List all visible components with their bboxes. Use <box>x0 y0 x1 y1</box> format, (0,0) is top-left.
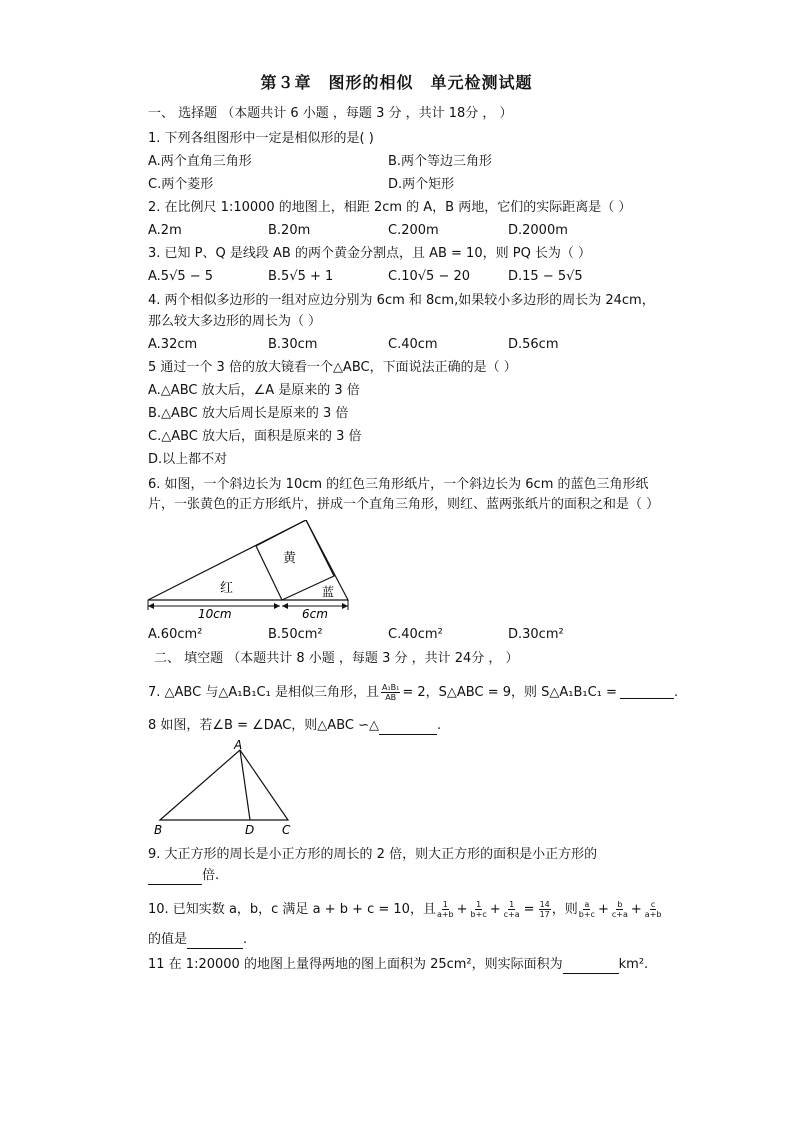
q11-line <box>148 956 648 974</box>
q3-option-d: D.15 − 5√5 <box>508 269 583 284</box>
q10-fraction-1 <box>437 900 454 919</box>
q6-label-yellow: 黄 <box>283 551 297 566</box>
q8-figure <box>146 736 306 840</box>
q10-end: . <box>243 932 248 947</box>
q6-label-blue: 蓝 <box>322 585 335 599</box>
q10-fraction-1-den: a+b <box>436 910 454 919</box>
q2-stem: 2. 在比例尺 1:10000 的地图上，相距 2cm 的 A，B 两地，它们的实际距离是（ ） <box>148 200 632 215</box>
q9-line1: 9. 大正方形的周长是小正方形的周长的 2 倍，则大正方形的面积是小正方形的 <box>148 847 598 862</box>
q10-text-a: 10. 已知实数 a，b，c 满足 a + b + c = 10，且 <box>148 901 436 917</box>
q1-option-b: B.两个等边三角形 <box>388 154 493 169</box>
q6-stem-line2: 片，一张黄色的正方形纸片，拼成一个直角三角形，则红、蓝两张纸片的面积之和是（ ） <box>148 497 660 512</box>
q7-text-c: . <box>673 684 679 700</box>
q10-fraction-5-num: a <box>584 900 590 909</box>
q6-option-b: B.50cm² <box>268 627 323 642</box>
q10-fraction-7 <box>645 900 662 919</box>
q10-fraction-6-den: c+a <box>611 910 628 919</box>
q10-fraction-7-den: a+b <box>644 910 662 919</box>
q2-option-d: D.2000m <box>508 223 568 238</box>
q3-option-c: C.10√5 − 20 <box>388 269 471 284</box>
q8-label-a: A <box>234 738 243 752</box>
q5-option-b: B.△ABC 放大后周长是原来的 3 倍 <box>148 406 349 421</box>
q10-equals: = <box>523 901 535 917</box>
q6-length-blue: 6cm <box>302 607 328 621</box>
q7-fraction-num: A₁B₁ <box>381 683 400 692</box>
q2-option-b: B.20m <box>268 223 311 238</box>
q10-fraction-6 <box>612 900 628 919</box>
q7-fraction-den: AB <box>385 693 397 702</box>
q3-stem: 3. 已知 P、Q 是线段 AB 的两个黄金分割点，且 AB = 10，则 PQ 长为（ ） <box>148 246 592 261</box>
q5-option-c: C.△ABC 放大后，面积是原来的 3 倍 <box>148 429 362 444</box>
q3-option-b: B.5√5 + 1 <box>268 269 334 284</box>
q4-option-a: A.32cm <box>148 337 198 352</box>
q6-option-d: D.30cm² <box>508 627 564 642</box>
q9-line2-row <box>148 867 219 885</box>
q4-option-c: C.40cm <box>388 337 438 352</box>
q9-answer-blank[interactable] <box>148 872 202 885</box>
q10-fraction-2-den: b+c <box>470 910 487 919</box>
q10-line2: 的值是 <box>148 932 188 947</box>
q10-fraction-4-num: 14 <box>539 900 550 909</box>
q1-option-c: C.两个菱形 <box>148 177 214 192</box>
q10-line2-row <box>148 931 247 949</box>
q2-option-c: C.200m <box>388 223 439 238</box>
q1-stem: 1. 下列各组图形中一定是相似形的是( ) <box>148 131 374 146</box>
q4-option-d: D.56cm <box>508 337 559 352</box>
q4-stem-line2: 那么较大多边形的周长为（ ） <box>148 314 322 329</box>
q5-option-d: D.以上都不对 <box>148 452 228 467</box>
q8-line <box>148 717 441 735</box>
q11-answer-blank[interactable] <box>563 961 619 974</box>
q8-text-b: . <box>437 718 442 733</box>
q10-fraction-2-num: 1 <box>476 900 482 909</box>
q6-length-red: 10cm <box>198 607 232 621</box>
q8-label-b: B <box>154 823 163 837</box>
q4-stem-line1: 4. 两个相似多边形的一组对应边分别为 6cm 和 8cm,如果较小多边形的周长为 24cm， <box>148 293 655 308</box>
q6-label-red: 红 <box>220 581 234 596</box>
q10-line1: 10. 已知实数 a，b，c 满足 a + b + c = 10，且 $\frac{1}{a+b}$ + $\frac{1}{b+c}$ + $\frac{1}{c+a}$ = $\frac{14}{17}$ ，则 $\frac{a}{b+c}$ + $\frac{b}{c+a}$ + $\frac{c}{a+b}$ <box>148 900 662 919</box>
q11-text-a: 11 在 1:20000 的地图上量得两地的图上面积为 25cm²，则实际面积为 <box>148 957 563 972</box>
q10-fraction-3-den: c+a <box>503 910 520 919</box>
q7-line <box>148 683 678 702</box>
section1-header: 一、 选择题 （本题共计 6 小题 ，每题 3 分 ，共计 18分 ， ） <box>148 106 513 121</box>
q8-answer-blank[interactable] <box>379 722 437 735</box>
q6-figure <box>140 520 360 622</box>
q8-text-a: 8 如图，若∠B = ∠DAC，则△ABC ∽△ <box>148 718 379 733</box>
q10-fraction-6-num: b <box>617 900 623 909</box>
q10-fraction-3-num: 1 <box>509 900 515 909</box>
q8-label-d: D <box>245 823 255 837</box>
q10-fraction-2 <box>471 900 487 919</box>
q11-text-b: km². <box>618 957 649 972</box>
page-title: 第３章 图形的相似 单元检测试题 <box>260 73 533 92</box>
q7-text-b: = 2，S△ABC = 9，则 S△A₁B₁C₁ = <box>402 684 617 700</box>
q6-option-c: C.40cm² <box>388 627 443 642</box>
q9-line2: 倍. <box>202 868 220 883</box>
q10-fraction-1-num: 1 <box>442 900 448 909</box>
q10-answer-blank[interactable] <box>187 936 243 949</box>
q2-option-a: A.2m <box>148 223 182 238</box>
q6-option-a: A.60cm² <box>148 627 203 642</box>
q5-option-a: A.△ABC 放大后，∠A 是原来的 3 倍 <box>148 383 360 398</box>
q10-fraction-5-den: b+c <box>578 910 595 919</box>
q8-label-c: C <box>282 823 291 837</box>
q1-option-d: D.两个矩形 <box>388 177 455 192</box>
q4-option-b: B.30cm <box>268 337 318 352</box>
q10-fraction-4-den: 17 <box>539 910 550 919</box>
q5-stem: 5 通过一个 3 倍的放大镜看一个△ABC，下面说法正确的是（ ） <box>148 360 517 375</box>
q10-fraction-4 <box>539 900 551 919</box>
q3-option-a: A.5√5 − 5 <box>148 269 214 284</box>
q10-fraction-7-num: c <box>650 900 656 909</box>
q7-answer-blank[interactable] <box>620 686 674 699</box>
section2-header: 二、 填空题 （本题共计 8 小题 ，每题 3 分 ，共计 24分 ， ） <box>154 651 519 666</box>
q10-fraction-3 <box>504 900 520 919</box>
q10-mid: ，则 <box>551 901 578 917</box>
q10-fraction-5 <box>579 900 595 919</box>
q6-stem-line1: 6. 如图，一个斜边长为 10cm 的红色三角形纸片，一个斜边长为 6cm 的蓝色三角形纸 <box>148 477 649 492</box>
q1-option-a: A.两个直角三角形 <box>148 154 252 169</box>
q7-fraction <box>381 683 400 702</box>
q7-text-a: 7. △ABC 与△A₁B₁C₁ 是相似三角形，且 <box>148 684 379 700</box>
